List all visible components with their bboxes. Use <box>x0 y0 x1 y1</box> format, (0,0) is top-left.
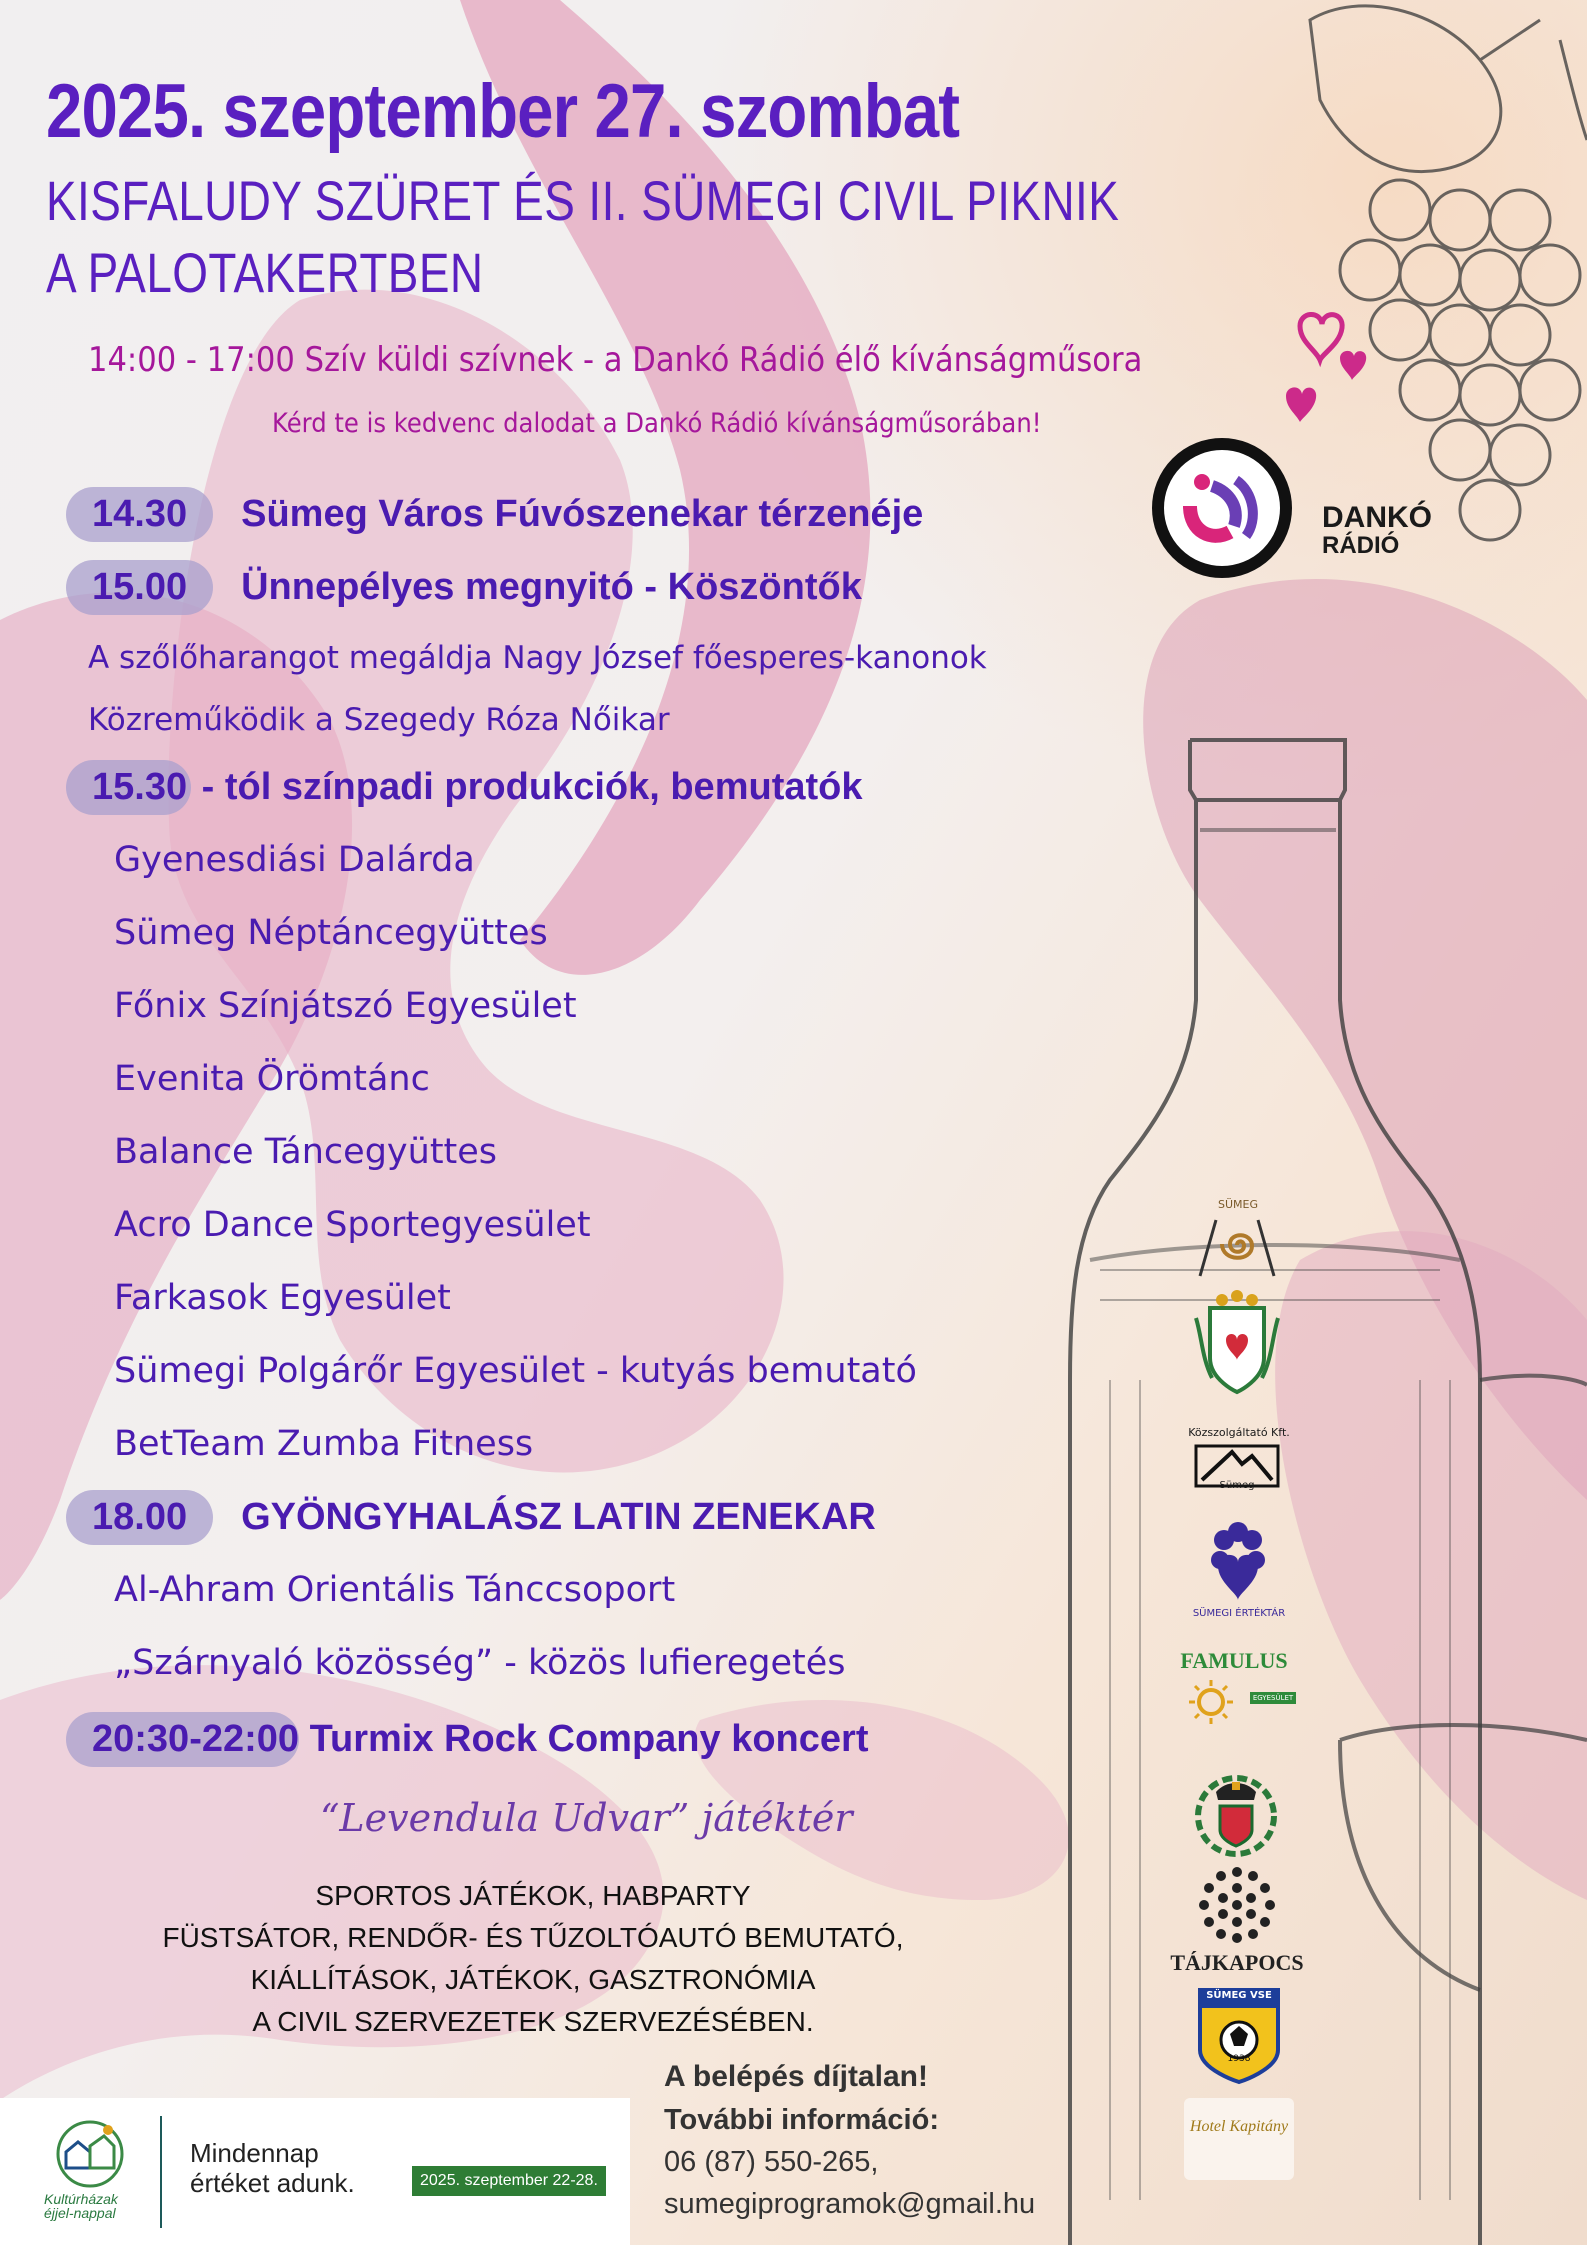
sumeg-vse-logo <box>1196 1986 1282 2086</box>
danko-radio-logo-text <box>1322 501 1432 560</box>
program-item-1530 <box>66 760 862 815</box>
performer-item: Sümegi Polgárőr Egyesület - kutyás bemutató <box>114 1351 917 1391</box>
performer-item: BetTeam Zumba Fitness <box>114 1424 534 1464</box>
heart-icon <box>1300 314 1342 360</box>
playground-line: KIÁLLÍTÁSOK, JÁTÉKOK, GASZTRONÓMIA <box>250 1964 816 1995</box>
slogan-line: értéket adunk. <box>190 2168 355 2198</box>
more-info-label: További információ: <box>664 2104 939 2136</box>
performer-item: Farkasok Egyesület <box>114 1278 451 1318</box>
performer-item: Al-Ahram Orientális Tánccsoport <box>114 1570 676 1610</box>
brand-line: éjjel-nappal <box>44 2205 116 2221</box>
event-date: 2025. szeptember 27. szombat <box>46 69 960 154</box>
time-pill: 14.30 <box>66 487 213 542</box>
contact-email[interactable]: sumegiprogramok@gmail.hu <box>664 2188 1036 2220</box>
brand-line: Kultúrházak <box>44 2191 118 2207</box>
footer-week-badge: 2025. szeptember 22-28. <box>412 2166 606 2196</box>
coat-of-arms-logo <box>1192 1288 1282 1400</box>
performer-item: Acro Dance Sportegyesület <box>114 1205 591 1245</box>
program-sub-item: Közreműködik a Szegedy Róza Nőikar <box>88 702 670 738</box>
kulturhazak-brand <box>44 2192 118 2220</box>
performer-item: Balance Táncegyüttes <box>114 1132 498 1172</box>
performer-item: Gyenesdiási Dalárda <box>114 840 475 880</box>
danko-radio-name: DANKÓ <box>1322 501 1432 534</box>
time-pill: 15.30 <box>66 760 191 815</box>
program-item-1430 <box>66 487 923 542</box>
playground-title: “Levendula Udvar” játéktér <box>320 1796 853 1840</box>
sumeg-vse-year: 1938 <box>1227 2054 1251 2064</box>
kozszolgaltato-logo-text: Közszolgáltató Kft. <box>1188 1426 1290 1439</box>
playground-line: A CIVIL SZERVEZETEK SZERVEZÉSÉBEN. <box>252 2006 814 2037</box>
tajkapocs-logo-text: TÁJKAPOCS <box>1170 1950 1304 1975</box>
hearts-decoration <box>1270 298 1380 438</box>
time-pill: 15.00 <box>66 560 213 615</box>
event-title: GYÖNGYHALÁSZ LATIN ZENEKAR <box>241 1496 876 1538</box>
performer-item: Evenita Örömtánc <box>114 1059 430 1099</box>
event-title-line1: KISFALUDY SZÜRET ÉS II. SÜMEGI CIVIL PIKNIK <box>46 169 1120 232</box>
footer-divider <box>160 2116 162 2228</box>
heart-icon <box>1340 351 1366 380</box>
hotel-kapitany-logo: Hotel Kapitány <box>1184 2098 1294 2180</box>
polgarorseg-logo <box>1190 1768 1282 1860</box>
event-title: Sümeg Város Fúvószenekar térzenéje <box>241 493 924 535</box>
danko-radio-logo <box>1150 436 1294 580</box>
event-title: Ünnepélyes megnyitó - Köszöntők <box>241 566 862 608</box>
contact-phone: 06 (87) 550-265, <box>664 2146 879 2178</box>
kozszolgaltato-logo-sub: Sümeg <box>1219 1480 1255 1491</box>
ertektar-logo-text: SÜMEGI ÉRTÉKTÁR <box>1192 1608 1286 1619</box>
event-title-line2: A PALOTAKERTBEN <box>46 241 484 304</box>
famulus-logo-text: FAMULUS <box>1180 1648 1288 1673</box>
famulus-egyesulet-text: EGYESÜLET <box>1250 1692 1296 1704</box>
radio-request-line: Kérd te is kedvenc dalodat a Dankó Rádió kívánságműsorában! <box>272 408 1042 439</box>
time-pill: 20:30-22:00 <box>66 1712 299 1767</box>
sumeg-spiral-logo <box>1192 1210 1282 1280</box>
ertektar-logo <box>1200 1522 1276 1606</box>
performer-item: Sümeg Néptáncegyüttes <box>114 913 548 953</box>
radio-program-line: 14:00 - 17:00 Szív küldi szívnek - a Dankó Rádió élő kívánságműsora <box>88 340 1143 380</box>
event-title: - tól színpadi produkciók, bemutatók <box>191 766 863 808</box>
sumeg-vse-logo-text: SÜMEG VSE <box>1206 1990 1272 2001</box>
slogan-line: Mindennap <box>190 2138 319 2168</box>
entry-free-text: A belépés díjtalan! <box>664 2060 928 2093</box>
sumeg-logo-text: SÜMEG <box>1218 1198 1258 1211</box>
performer-item: Főnix Színjátszó Egyesület <box>114 986 577 1026</box>
kulturhazak-logo-icon <box>50 2118 130 2190</box>
time-pill: 18.00 <box>66 1490 213 1545</box>
footer-slogan <box>190 2138 355 2198</box>
event-title: Turmix Rock Company koncert <box>299 1718 869 1760</box>
playground-line: SPORTOS JÁTÉKOK, HABPARTY <box>315 1880 751 1911</box>
playground-line: FÜSTSÁTOR, RENDŐR- ÉS TŰZOLTÓAUTÓ BEMUTATÓ, <box>162 1922 904 1953</box>
program-sub-item: A szőlőharangot megáldja Nagy József főesperes-kanonok <box>88 640 987 676</box>
heart-icon <box>1286 387 1316 422</box>
program-item-2030 <box>66 1712 868 1767</box>
performer-item: „Szárnyaló közösség” - közös lufieregetés <box>114 1643 846 1683</box>
tajkapocs-dots-logo <box>1196 1864 1278 1946</box>
danko-radio-sub: RÁDIÓ <box>1322 532 1400 559</box>
famulus-sun-logo <box>1176 1676 1246 1726</box>
program-item-1800 <box>66 1490 876 1545</box>
program-item-1500 <box>66 560 862 615</box>
